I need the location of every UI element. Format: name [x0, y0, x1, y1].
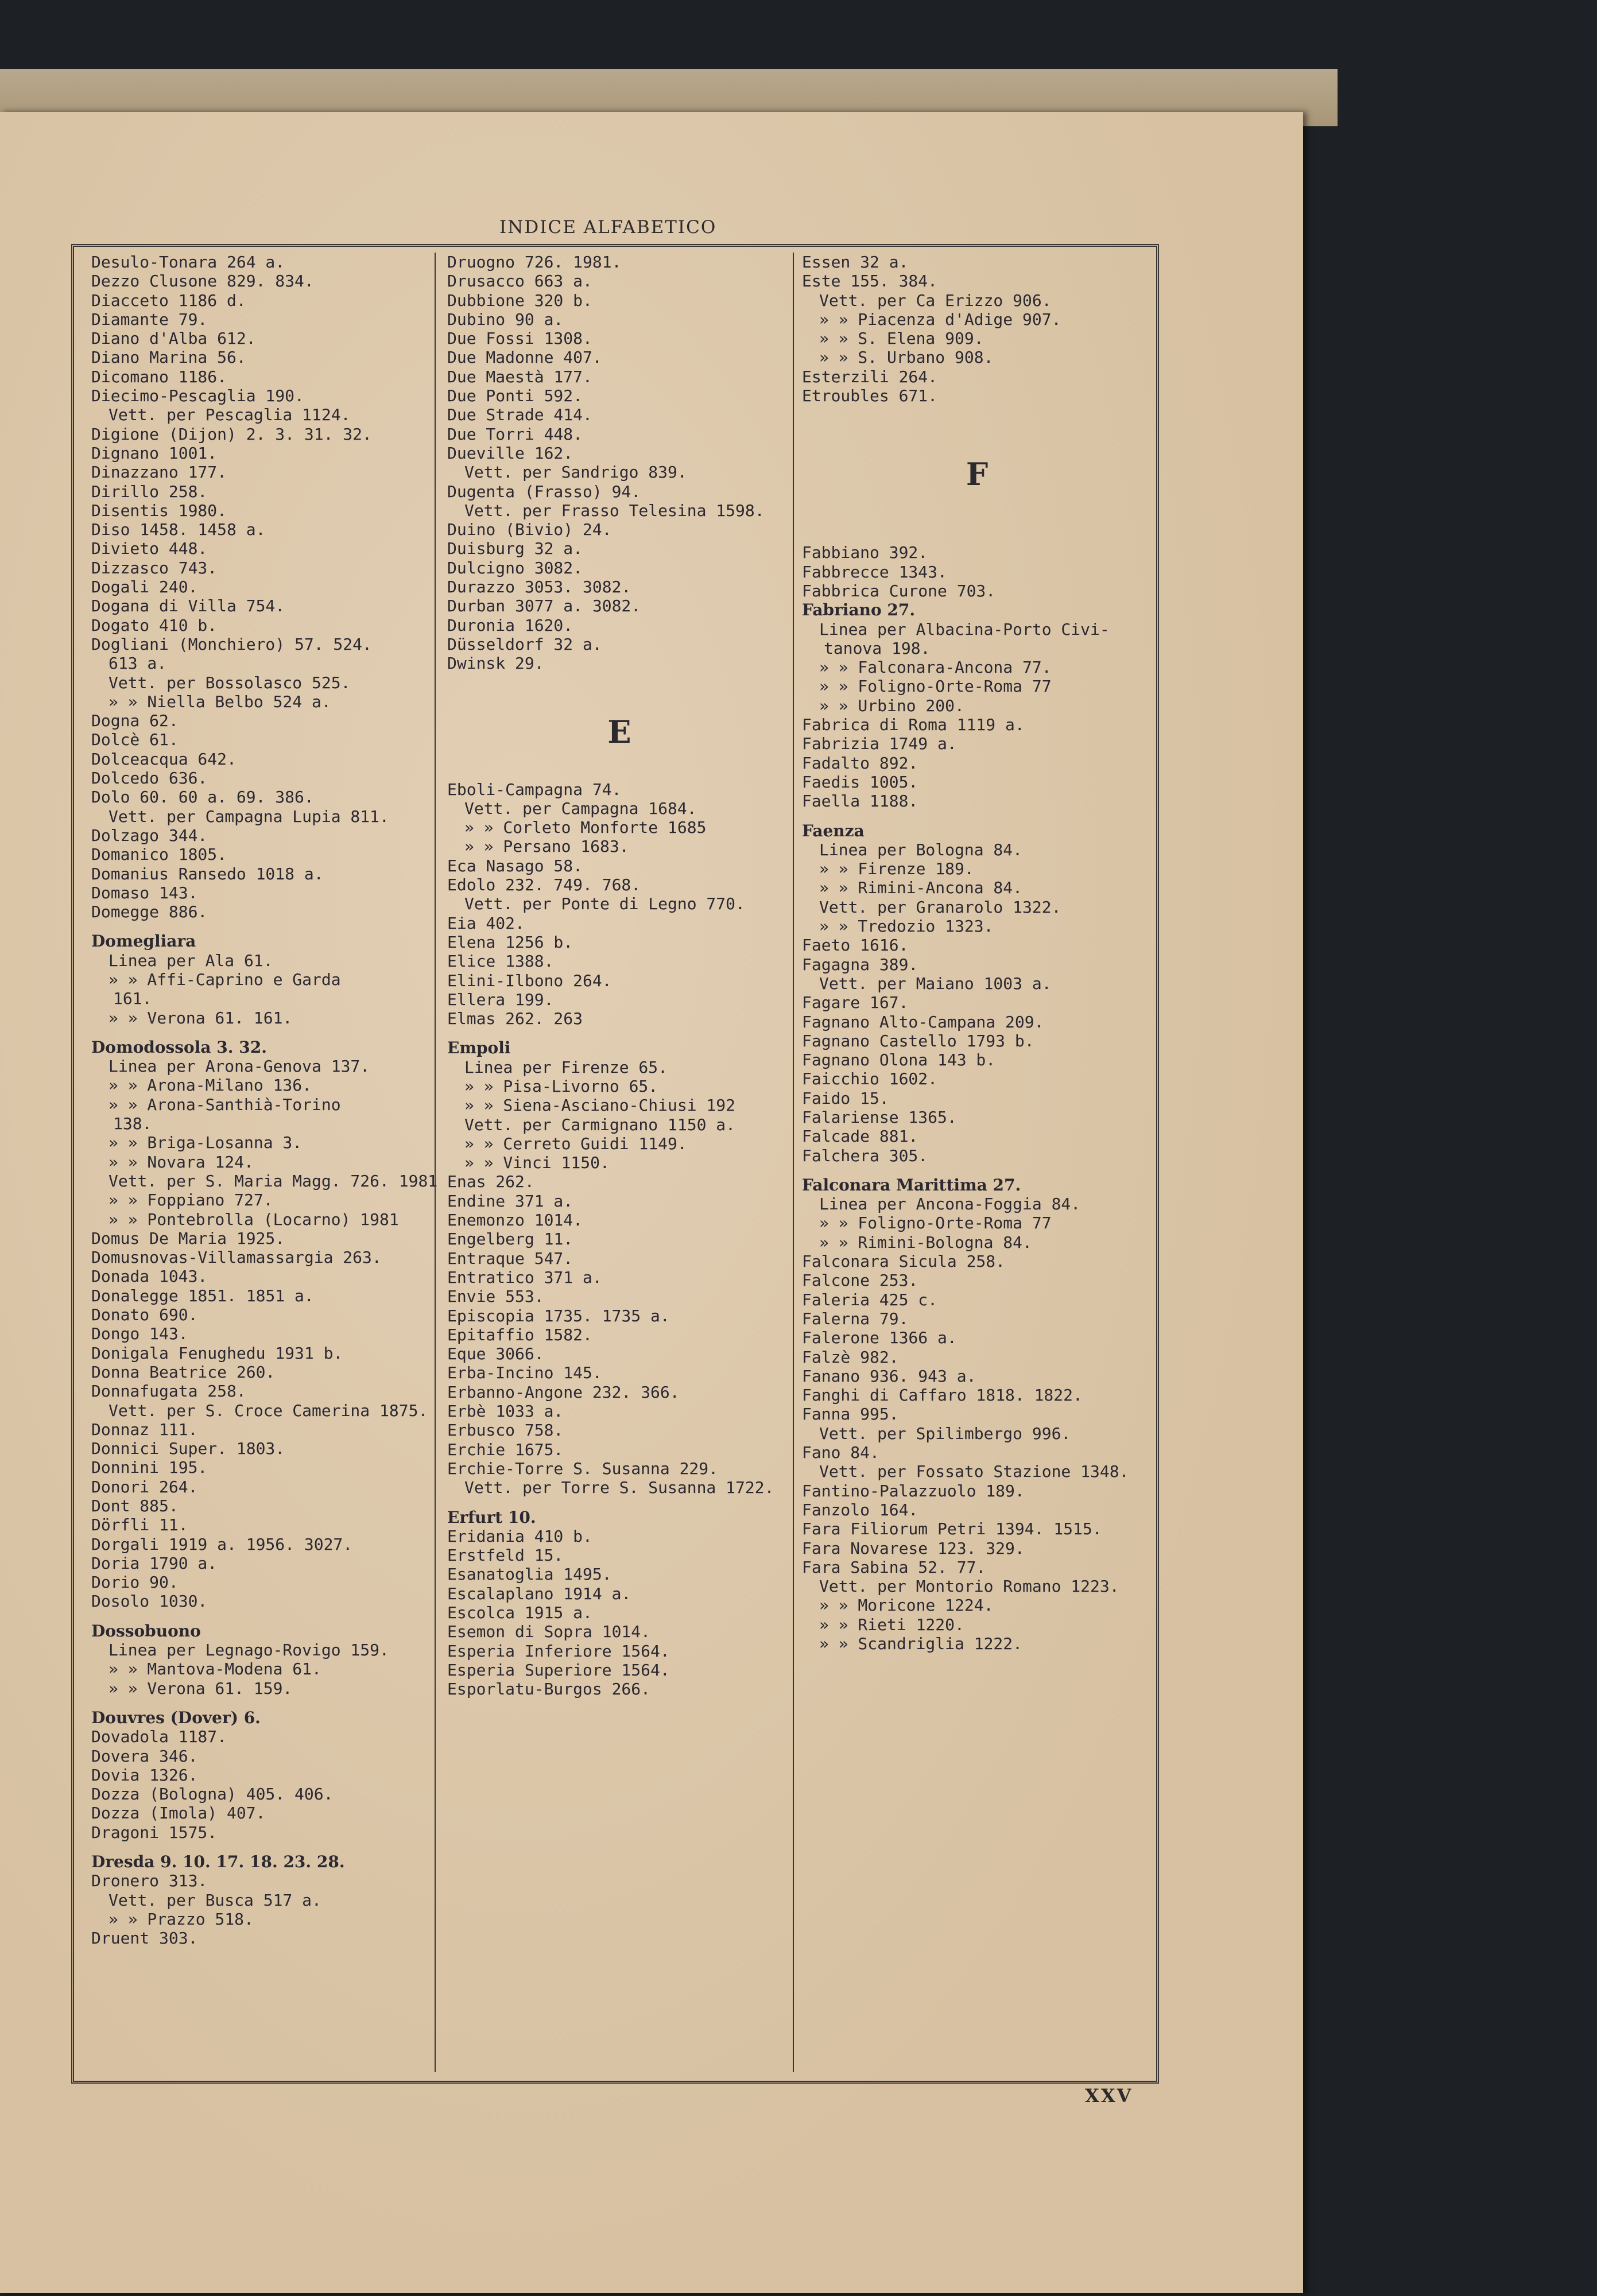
- index-entry: Eia 402.: [447, 913, 525, 933]
- index-entry: Fadalto 892.: [802, 753, 918, 773]
- index-entry: Due Strade 414.: [447, 405, 592, 425]
- index-entry: Escalaplano 1914 a.: [447, 1584, 631, 1603]
- index-entry: » » Novara 124.: [108, 1152, 254, 1172]
- index-entry: Domaso 143.: [91, 883, 198, 902]
- index-entry: Vett. per Sandrigo 839.: [464, 463, 687, 482]
- index-entry: Vett. per Busca 517 a.: [108, 1890, 321, 1910]
- index-entry: » » Falconara-Ancona 77.: [819, 658, 1052, 677]
- index-entry: Due Fossi 1308.: [447, 329, 592, 348]
- index-entry: Dueville 162.: [447, 443, 573, 463]
- index-gap: [802, 436, 1152, 447]
- index-entry: Fabbiano 392.: [802, 543, 928, 563]
- index-entry: Dizzasco 743.: [91, 558, 218, 577]
- index-entry: Fanghi di Caffaro 1818. 1822.: [802, 1386, 1083, 1405]
- index-entry: Dogato 410 b.: [91, 615, 218, 635]
- index-entry: » » Verona 61. 161.: [108, 1008, 293, 1027]
- index-entry: Donnini 195.: [91, 1458, 208, 1477]
- index-entry: Dwinsk 29.: [447, 654, 544, 673]
- index-entry: Dolzago 344.: [91, 825, 208, 845]
- index-entry: Dolceacqua 642.: [91, 749, 237, 769]
- index-entry: Falcade 881.: [802, 1127, 918, 1146]
- index-entry: Fara Sabina 52. 77.: [802, 1557, 986, 1577]
- index-entry: Dragoni 1575.: [91, 1822, 218, 1842]
- index-entry: » » Persano 1683.: [464, 837, 629, 856]
- index-entry: » » Affi-Caprino e Garda: [108, 969, 341, 989]
- index-entry: Enas 262.: [447, 1172, 534, 1192]
- index-gap: [802, 491, 1152, 502]
- index-entry: Dongo 143.: [91, 1324, 188, 1344]
- index-entry: Este 155. 384.: [802, 272, 938, 291]
- index-entry: » » Piacenza d'Adige 907.: [819, 309, 1061, 329]
- index-entry: Diecimo-Pescaglia 190.: [91, 386, 304, 406]
- index-entry: Linea per Albacina-Porto Civi-: [819, 619, 1110, 639]
- index-entry: Dulcigno 3082.: [447, 558, 583, 577]
- index-entry: » » Siena-Asciano-Chiusi 192: [464, 1096, 736, 1115]
- index-gap: [91, 1027, 418, 1038]
- index-entry: Dignano 1001.: [91, 443, 218, 463]
- index-gap: [447, 1028, 792, 1038]
- index-entry: Digione (Dijon) 2. 3. 31. 32.: [91, 424, 372, 444]
- index-entry: Due Ponti 592.: [447, 386, 583, 406]
- index-entry: Dubino 90 a.: [447, 309, 564, 329]
- index-gap: [447, 759, 792, 770]
- index-entry: Eridania 410 b.: [447, 1526, 592, 1546]
- index-entry: Fantino-Palazzuolo 189.: [802, 1481, 1025, 1500]
- index-entry: Falcone 253.: [802, 1271, 918, 1290]
- index-entry: Dovera 346.: [91, 1746, 198, 1766]
- index-entry: Donalegge 1851. 1851 a.: [91, 1286, 314, 1305]
- index-entry: Elice 1388.: [447, 952, 554, 971]
- index-entry: Dubbione 320 b.: [447, 290, 592, 310]
- index-entry: Dolcedo 636.: [91, 769, 208, 788]
- index-entry: Domegge 886.: [91, 902, 208, 922]
- index-entry: Fagnano Castello 1793 b.: [802, 1031, 1034, 1050]
- index-entry: Enemonzo 1014.: [447, 1211, 583, 1230]
- index-column-f: [802, 253, 1152, 2075]
- index-entry: Linea per Firenze 65.: [464, 1057, 668, 1077]
- index-entry: Dolo 60. 60 a. 69. 386.: [91, 788, 314, 807]
- index-entry: » » Foppiano 727.: [108, 1190, 273, 1210]
- index-entry: Dosolo 1030.: [91, 1592, 208, 1611]
- index-entry: Vett. per Ca Erizzo 906.: [819, 290, 1052, 310]
- index-entry: Fara Novarese 123. 329.: [802, 1538, 1025, 1558]
- index-entry: Donori 264.: [91, 1477, 198, 1496]
- index-entry: Vett. per Campagna Lupia 811.: [108, 806, 389, 826]
- index-entry: » » Rimini-Bologna 84.: [819, 1232, 1032, 1252]
- index-entry: Vett. per Ponte di Legno 770.: [464, 894, 745, 914]
- index-entry: » » S. Urbano 908.: [819, 348, 994, 367]
- index-entry: Faicchio 1602.: [802, 1069, 938, 1089]
- index-entry: Druogno 726. 1981.: [447, 253, 622, 272]
- column-separator: [435, 253, 436, 2072]
- page-number: XXV: [1085, 2085, 1133, 2107]
- index-entry: Linea per Legnago-Rovigo 159.: [108, 1640, 389, 1660]
- index-column-e: [447, 253, 792, 2075]
- index-entry: Elena 1256 b.: [447, 932, 573, 952]
- index-entry: Domanius Ransedo 1018 a.: [91, 864, 324, 883]
- index-entry: Episcopia 1735. 1735 a.: [447, 1306, 670, 1325]
- index-entry: Dozza (Bologna) 405. 406.: [91, 1785, 334, 1804]
- index-entry: Domanico 1805.: [91, 845, 227, 864]
- index-entry: Erstfeld 15.: [447, 1546, 564, 1565]
- index-entry: Fagare 167.: [802, 993, 909, 1013]
- index-entry: Falerna 79.: [802, 1309, 909, 1328]
- index-entry: Entraque 547.: [447, 1248, 573, 1268]
- index-entry: Vett. per Montorio Romano 1223.: [819, 1577, 1119, 1596]
- index-column-d: [91, 253, 438, 2075]
- index-entry: Fanzolo 164.: [802, 1500, 918, 1519]
- index-entry: Fabrizia 1749 a.: [802, 734, 957, 754]
- index-entry: Esterzili 264.: [802, 367, 938, 386]
- index-gap: [91, 921, 418, 932]
- index-entry: Dirillo 258.: [91, 482, 208, 501]
- index-entry: Dogliani (Monchiero) 57. 524.: [91, 634, 372, 654]
- index-entry: Fanna 995.: [802, 1405, 899, 1424]
- index-entry: Domus De Maria 1925.: [91, 1228, 285, 1248]
- index-entry: Vett. per Campagna 1684.: [464, 798, 697, 818]
- index-entry: Dezzo Clusone 829. 834.: [91, 272, 314, 291]
- index-gap: [802, 426, 1152, 436]
- index-entry: » » Firenze 189.: [819, 859, 974, 879]
- index-gap: [802, 405, 1152, 416]
- index-entry: Dolcè 61.: [91, 730, 179, 750]
- index-entry: » » Rimini-Ancona 84.: [819, 878, 1023, 898]
- index-entry: Vett. per Spilimbergo 996.: [819, 1424, 1071, 1443]
- index-entry: Eca Nasago 58.: [447, 856, 583, 875]
- index-entry: » » Pontebrolla (Locarno) 1981: [108, 1209, 399, 1229]
- index-entry: Escolca 1915 a.: [447, 1603, 592, 1622]
- column-separator: [793, 253, 794, 2072]
- index-entry: Diacceto 1186 d.: [91, 290, 246, 310]
- index-entry: Etroubles 671.: [802, 386, 938, 406]
- index-entry: Faleria 425 c.: [802, 1290, 938, 1309]
- index-entry: Ellera 199.: [447, 990, 554, 1009]
- index-entry: Edolo 232. 749. 768.: [447, 875, 641, 895]
- index-entry: » » Moricone 1224.: [819, 1596, 994, 1615]
- index-entry: Donna Beatrice 260.: [91, 1362, 276, 1382]
- index-entry: » » Foligno-Orte-Roma 77: [819, 677, 1052, 696]
- index-entry: Dogana di Villa 754.: [91, 596, 285, 616]
- index-entry: Donato 690.: [91, 1305, 198, 1325]
- index-gap: [91, 1698, 418, 1708]
- index-entry: Domodossola 3. 32.: [91, 1037, 267, 1057]
- index-entry: Falconara Marittima 27.: [802, 1175, 1021, 1194]
- index-entry: Diso 1458. 1458 a.: [91, 520, 266, 540]
- index-entry: » » Arona-Milano 136.: [108, 1076, 312, 1095]
- index-entry: Faido 15.: [802, 1088, 889, 1108]
- index-gap: [802, 533, 1152, 543]
- index-entry: » » Vinci 1150.: [464, 1153, 610, 1173]
- index-entry: Divieto 448.: [91, 539, 208, 559]
- index-entry: Due Maestà 177.: [447, 367, 592, 386]
- index-entry: Douvres (Dover) 6.: [91, 1708, 261, 1727]
- index-entry: » » Niella Belbo 524 a.: [108, 692, 331, 711]
- index-entry: » » Urbino 200.: [819, 696, 964, 715]
- index-entry: Linea per Ancona-Foggia 84.: [819, 1194, 1081, 1214]
- index-entry: Esporlatu-Burgos 266.: [447, 1680, 651, 1699]
- index-entry: » » Pisa-Livorno 65.: [464, 1076, 658, 1096]
- index-entry: Durban 3077 a. 3082.: [447, 596, 641, 616]
- index-entry: Dozza (Imola) 407.: [91, 1804, 266, 1823]
- index-entry: Esemon di Sopra 1014.: [447, 1622, 651, 1642]
- index-entry: » » Rieti 1220.: [819, 1615, 964, 1634]
- index-entry: » » Scandriglia 1222.: [819, 1634, 1023, 1653]
- index-entry: Dont 885.: [91, 1496, 179, 1515]
- index-gap: [447, 673, 792, 684]
- index-entry: Dorgali 1919 a. 1956. 3027.: [91, 1534, 353, 1554]
- index-entry: Dovia 1326.: [91, 1765, 198, 1785]
- index-entry: Vett. per Frasso Telesina 1598.: [464, 501, 765, 520]
- index-entry: Falerone 1366 a.: [802, 1328, 957, 1348]
- index-entry: Esanatoglia 1495.: [447, 1565, 612, 1584]
- index-entry: 613 a.: [108, 654, 167, 673]
- index-gap: [802, 811, 1152, 821]
- index-entry: Donnici Super. 1803.: [91, 1439, 285, 1459]
- index-entry: Dorio 90.: [91, 1573, 179, 1592]
- index-entry: Esperia Superiore 1564.: [447, 1660, 670, 1680]
- index-entry: tanova 198.: [824, 638, 931, 658]
- index-entry: Fabbrica Curone 703.: [802, 581, 996, 600]
- index-entry: Fabrica di Roma 1119 a.: [802, 715, 1025, 735]
- index-entry: Faella 1188.: [802, 792, 918, 811]
- index-entry: Due Madonne 407.: [447, 348, 602, 367]
- index-entry: Donigala Fenughedu 1931 b.: [91, 1343, 343, 1363]
- index-entry: Disentis 1980.: [91, 501, 227, 520]
- index-entry: Vett. per Fossato Stazione 1348.: [819, 1462, 1129, 1481]
- index-entry: » » S. Elena 909.: [819, 329, 984, 348]
- index-entry: Desulo-Tonara 264 a.: [91, 253, 285, 272]
- index-entry: » » Tredozio 1323.: [819, 917, 994, 936]
- index-entry: Falchera 305.: [802, 1146, 928, 1165]
- index-entry: Fanano 936. 943 a.: [802, 1366, 976, 1386]
- index-gap: [447, 770, 792, 780]
- index-entry: Vett. per Bossolasco 525.: [108, 673, 351, 692]
- index-entry: Erchie-Torre S. Susanna 229.: [447, 1459, 719, 1478]
- index-entry: Linea per Bologna 84.: [819, 840, 1023, 859]
- index-entry: Drusacco 663 a.: [447, 272, 592, 291]
- index-gap: [447, 749, 792, 759]
- index-entry: Durazzo 3053. 3082.: [447, 577, 631, 597]
- index-entry: Erbè 1033 a.: [447, 1402, 564, 1421]
- index-entry: Falzè 982.: [802, 1347, 899, 1367]
- index-entry: Düsseldorf 32 a.: [447, 634, 602, 654]
- index-entry: Donada 1043.: [91, 1267, 208, 1286]
- index-entry: 138.: [113, 1114, 152, 1134]
- index-gap: [802, 1165, 1152, 1176]
- index-entry: Faedis 1005.: [802, 772, 918, 792]
- index-entry: Fano 84.: [802, 1443, 879, 1463]
- index-entry: Linea per Arona-Genova 137.: [108, 1057, 370, 1076]
- section-letter: E: [607, 713, 631, 750]
- index-entry: Falariense 1365.: [802, 1107, 957, 1127]
- index-entry: Vett. per Carmignano 1150 a.: [464, 1115, 736, 1134]
- index-gap: [802, 512, 1152, 522]
- index-gap: [91, 1842, 418, 1852]
- index-entry: Doria 1790 a.: [91, 1553, 218, 1573]
- index-entry: Elini-Ilbono 264.: [447, 971, 612, 990]
- index-entry: » » Verona 61. 159.: [108, 1678, 293, 1698]
- index-entry: Elmas 262. 263: [447, 1009, 583, 1029]
- index-entry: 161.: [113, 989, 152, 1009]
- index-entry: Epitaffio 1582.: [447, 1325, 592, 1344]
- index-entry: » » Foligno-Orte-Roma 77: [819, 1213, 1052, 1233]
- index-gap: [802, 522, 1152, 533]
- index-entry: Dörfli 11.: [91, 1515, 188, 1535]
- index-entry: Eque 3066.: [447, 1344, 544, 1364]
- index-entry: Vett. per Granarolo 1322.: [819, 897, 1061, 917]
- index-entry: Diamante 79.: [91, 309, 208, 329]
- index-entry: Donnaz 111.: [91, 1420, 198, 1439]
- index-entry: Vett. per Torre S. Susanna 1722.: [464, 1478, 774, 1498]
- index-entry: Erba-Incino 145.: [447, 1363, 602, 1383]
- index-entry: Engelberg 11.: [447, 1230, 573, 1249]
- index-entry: Fabriano 27.: [802, 600, 916, 620]
- index-gap: [91, 1611, 418, 1622]
- index-entry: Dovadola 1187.: [91, 1727, 227, 1747]
- index-entry: Domusnovas-Villamassargia 263.: [91, 1248, 382, 1267]
- index-entry: Fagnano Alto-Campana 209.: [802, 1012, 1044, 1031]
- index-entry: Fabbrecce 1343.: [802, 562, 947, 581]
- index-entry: Dicomano 1186.: [91, 367, 227, 386]
- index-entry: Entratico 371 a.: [447, 1267, 602, 1287]
- index-entry: Donnafugata 258.: [91, 1382, 246, 1401]
- index-entry: Due Torri 448.: [447, 424, 583, 444]
- index-gap: [447, 1498, 792, 1508]
- index-entry: Linea per Ala 61.: [108, 951, 273, 970]
- index-entry: Esperia Inferiore 1564.: [447, 1641, 670, 1661]
- index-gap: [447, 694, 792, 704]
- index-entry: Dogali 240.: [91, 577, 198, 597]
- index-gap: [447, 704, 792, 715]
- index-entry: » » Cerreto Guidi 1149.: [464, 1134, 687, 1153]
- index-entry: Vett. per Pescaglia 1124.: [108, 405, 351, 425]
- index-gap: [447, 684, 792, 694]
- index-gap: [802, 502, 1152, 512]
- index-entry: Faeto 1616.: [802, 936, 909, 955]
- index-entry: Diano Marina 56.: [91, 348, 246, 367]
- index-entry: Vett. per S. Maria Magg. 726. 1981: [108, 1171, 438, 1190]
- index-entry: Domegliara: [91, 932, 196, 951]
- index-entry: Vett. per S. Croce Camerina 1875.: [108, 1401, 428, 1420]
- index-entry: Duisburg 32 a.: [447, 539, 583, 559]
- index-entry: Endine 371 a.: [447, 1191, 573, 1211]
- index-entry: Fagnano Olona 143 b.: [802, 1050, 996, 1070]
- index-entry: Empoli: [447, 1038, 511, 1058]
- index-entry: Fagagna 389.: [802, 955, 918, 974]
- index-entry: Erbanno-Angone 232. 366.: [447, 1382, 680, 1402]
- index-entry: » » Corleto Monforte 1685: [464, 818, 707, 837]
- index-entry: Fara Filiorum Petri 1394. 1515.: [802, 1519, 1102, 1539]
- index-entry: Dossobuono: [91, 1621, 201, 1640]
- index-entry: Duino (Bivio) 24.: [447, 520, 612, 540]
- index-entry: Duronia 1620.: [447, 615, 573, 635]
- index-entry: Faenza: [802, 821, 865, 840]
- index-entry: Vett. per Maiano 1003 a.: [819, 974, 1052, 993]
- index-entry: Dinazzano 177.: [91, 463, 227, 482]
- index-entry: Falconara Sicula 258.: [802, 1252, 1006, 1271]
- index-entry: Diano d'Alba 612.: [91, 329, 256, 348]
- index-entry: Envie 553.: [447, 1287, 544, 1306]
- page-title: INDICE ALFABETICO: [499, 217, 717, 238]
- index-gap: [802, 416, 1152, 426]
- index-entry: Eboli-Campagna 74.: [447, 779, 622, 799]
- index-frame: [71, 244, 1159, 2084]
- index-entry: Erchie 1675.: [447, 1440, 564, 1459]
- index-entry: » » Prazzo 518.: [108, 1909, 254, 1929]
- index-entry: Dogna 62.: [91, 711, 179, 731]
- index-entry: Dugenta (Frasso) 94.: [447, 482, 641, 501]
- index-entry: Dresda 9. 10. 17. 18. 23. 28.: [91, 1852, 345, 1872]
- index-entry: Dronero 313.: [91, 1871, 208, 1891]
- index-entry: » » Mantova-Modena 61.: [108, 1659, 321, 1679]
- index-entry: Druent 303.: [91, 1929, 198, 1948]
- index-entry: Erfurt 10.: [447, 1507, 536, 1527]
- index-entry: Essen 32 a.: [802, 253, 909, 272]
- index-entry: Erbusco 758.: [447, 1421, 564, 1440]
- index-entry: » » Briga-Losanna 3.: [108, 1133, 303, 1153]
- section-letter: F: [966, 456, 989, 493]
- index-entry: » » Arona-Santhià-Torino: [108, 1095, 341, 1114]
